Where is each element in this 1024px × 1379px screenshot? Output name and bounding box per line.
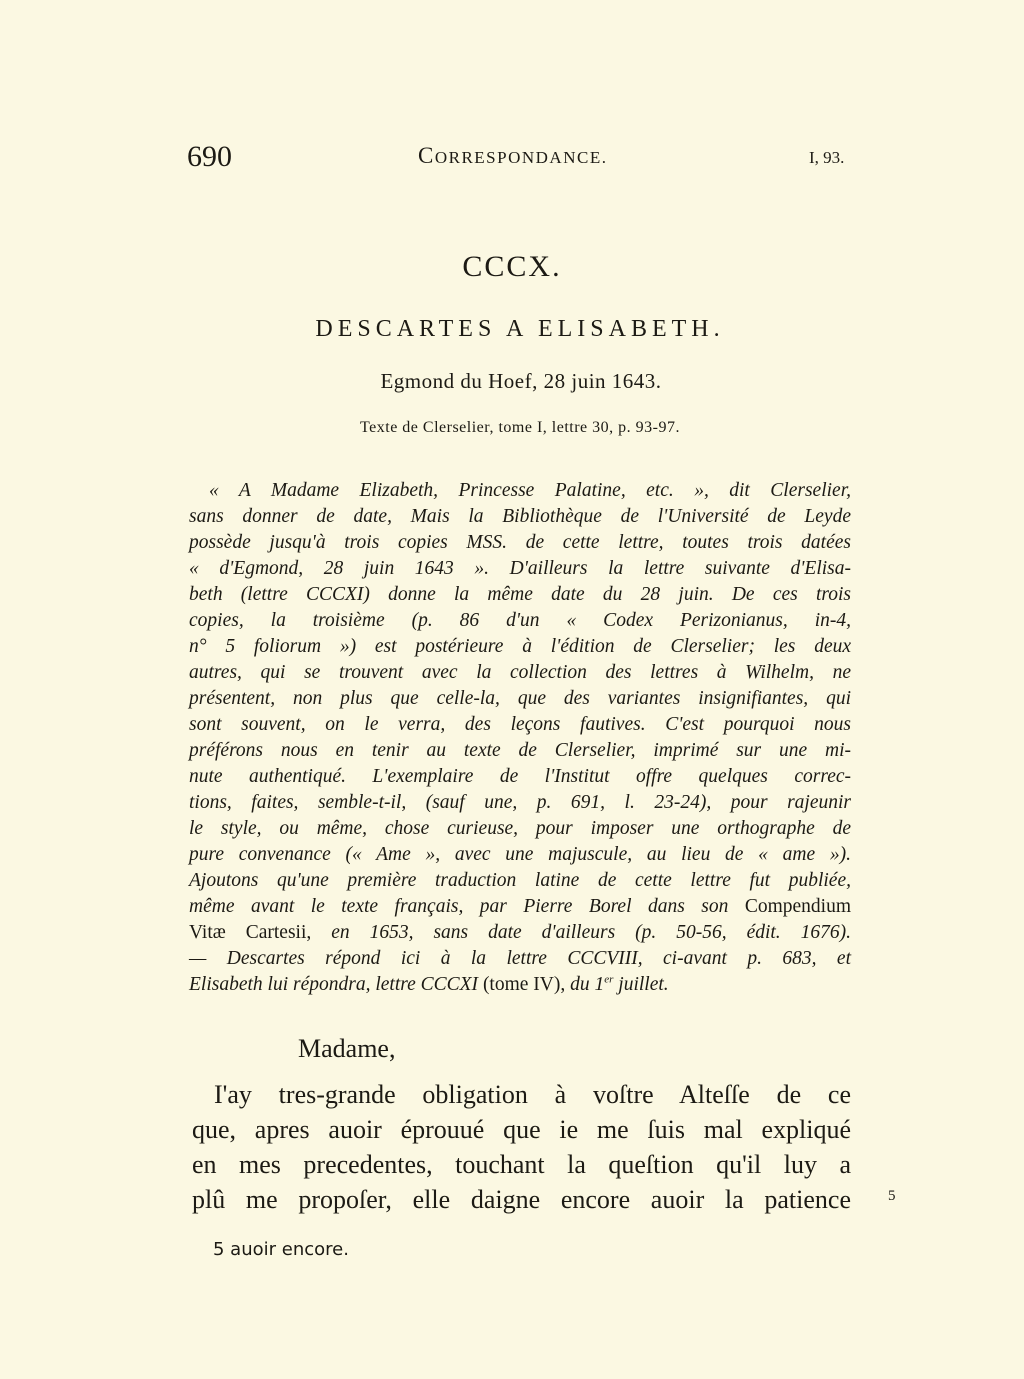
body-line: plû me propoſer, elle daigne encore auoir la patience [192,1185,851,1214]
note-line: beth (lettre CCCXI) donne la même date du 28 juin. De ces trois [189,584,851,605]
note-text: en 1653, sans date d'ailleurs (p. 50-56, édit. 1676). [331,922,852,943]
note-text: du 1 [570,974,605,995]
text-source: Texte de Clerselier, tome I, lettre 30, p. 93-97. [360,419,680,436]
note-line: copies, la troisième (p. 86 d'un « Codex Perizonianus, in-4, [189,610,851,631]
note-line: nute authentiqué. L'exemplaire de l'Institut offre quelques correc- [189,766,851,787]
note-line: autres, qui se trouvent avec la collection des lettres à Wilhelm, ne [189,662,851,683]
note-line: « d'Egmond, 28 juin 1643 ». D'ailleurs la lettre suivante d'Elisa- [189,558,851,579]
note-line: pure convenance (« Ame », avec une majuscule, au lieu de « ame »). [189,844,851,865]
running-title-initial: C [418,143,435,168]
body-line: en mes precedentes, touchant la queſtion qu'il luy a [192,1150,851,1179]
note-line: tions, faites, semble-t-il, (sauf une, p. 691, l. 23-24), pour rajeunir [189,792,851,813]
note-line: sans donner de date, Mais la Bibliothèque de l'Université de Leyde [189,506,851,527]
edition-reference: I, 93. [809,148,845,167]
note-superscript: er [604,973,614,986]
note-line: — Descartes répond ici à la lettre CCCVIII, ci-avant p. 683, et [189,948,851,969]
note-line: possède jusqu'à trois copies MSS. de cette lettre, toutes trois datées [189,532,851,553]
line-number-marker: 5 [888,1188,896,1204]
running-title [418,143,607,169]
note-line [189,920,851,946]
editor-note [189,478,851,998]
page-number: 690 [187,140,232,173]
note-book-title-cont: Vitæ Cartesii, [189,922,312,943]
letter-number: CCCX. [462,250,562,283]
note-line: « A Madame Elizabeth, Princesse Palatine, etc. », dit Clerselier, [209,480,851,501]
note-line: n° 5 foliorum ») est postérieure à l'édition de Clerselier; les deux [189,636,851,657]
note-line: présentent, non plus que celle-la, que des variantes insignifiantes, qui [189,688,851,709]
letter-dateline: Egmond du Hoef, 28 juin 1643. [380,369,662,393]
note-line: Ajoutons qu'une première traduction latine de cette lettre fut publiée, [189,870,851,891]
note-line: préférons nous en tenir au texte de Clerselier, imprimé sur une mi- [189,740,851,761]
variant-footnote: 5 auoir encore. [213,1239,349,1260]
note-line: sont souvent, on le verra, des leçons fautives. C'est pourquoi nous [189,714,851,735]
note-line [189,894,851,920]
letter-body [192,1077,851,1217]
salutation: Madame, [298,1034,396,1063]
note-book-title: Compendium [744,896,852,917]
note-volume: (tome IV), [482,974,566,995]
note-line [189,972,851,998]
note-text: même avant le texte français, par Pierre Borel dans son [189,896,729,917]
running-title-rest: ORRESPONDANCE. [434,148,608,167]
body-line: I'ay tres-grande obligation à voſtre Alteſſe de ce [214,1080,851,1109]
body-line: que, apres auoir éprouué que ie me ſuis mal expliqué [192,1115,851,1144]
letter-heading: DESCARTES A ELISABETH. [315,316,725,342]
note-line: le style, ou même, chose curieuse, pour imposer une orthographe de [189,818,851,839]
note-text: Elisabeth lui répondra, lettre CCCXI [189,974,479,995]
note-text: juillet. [618,974,669,995]
